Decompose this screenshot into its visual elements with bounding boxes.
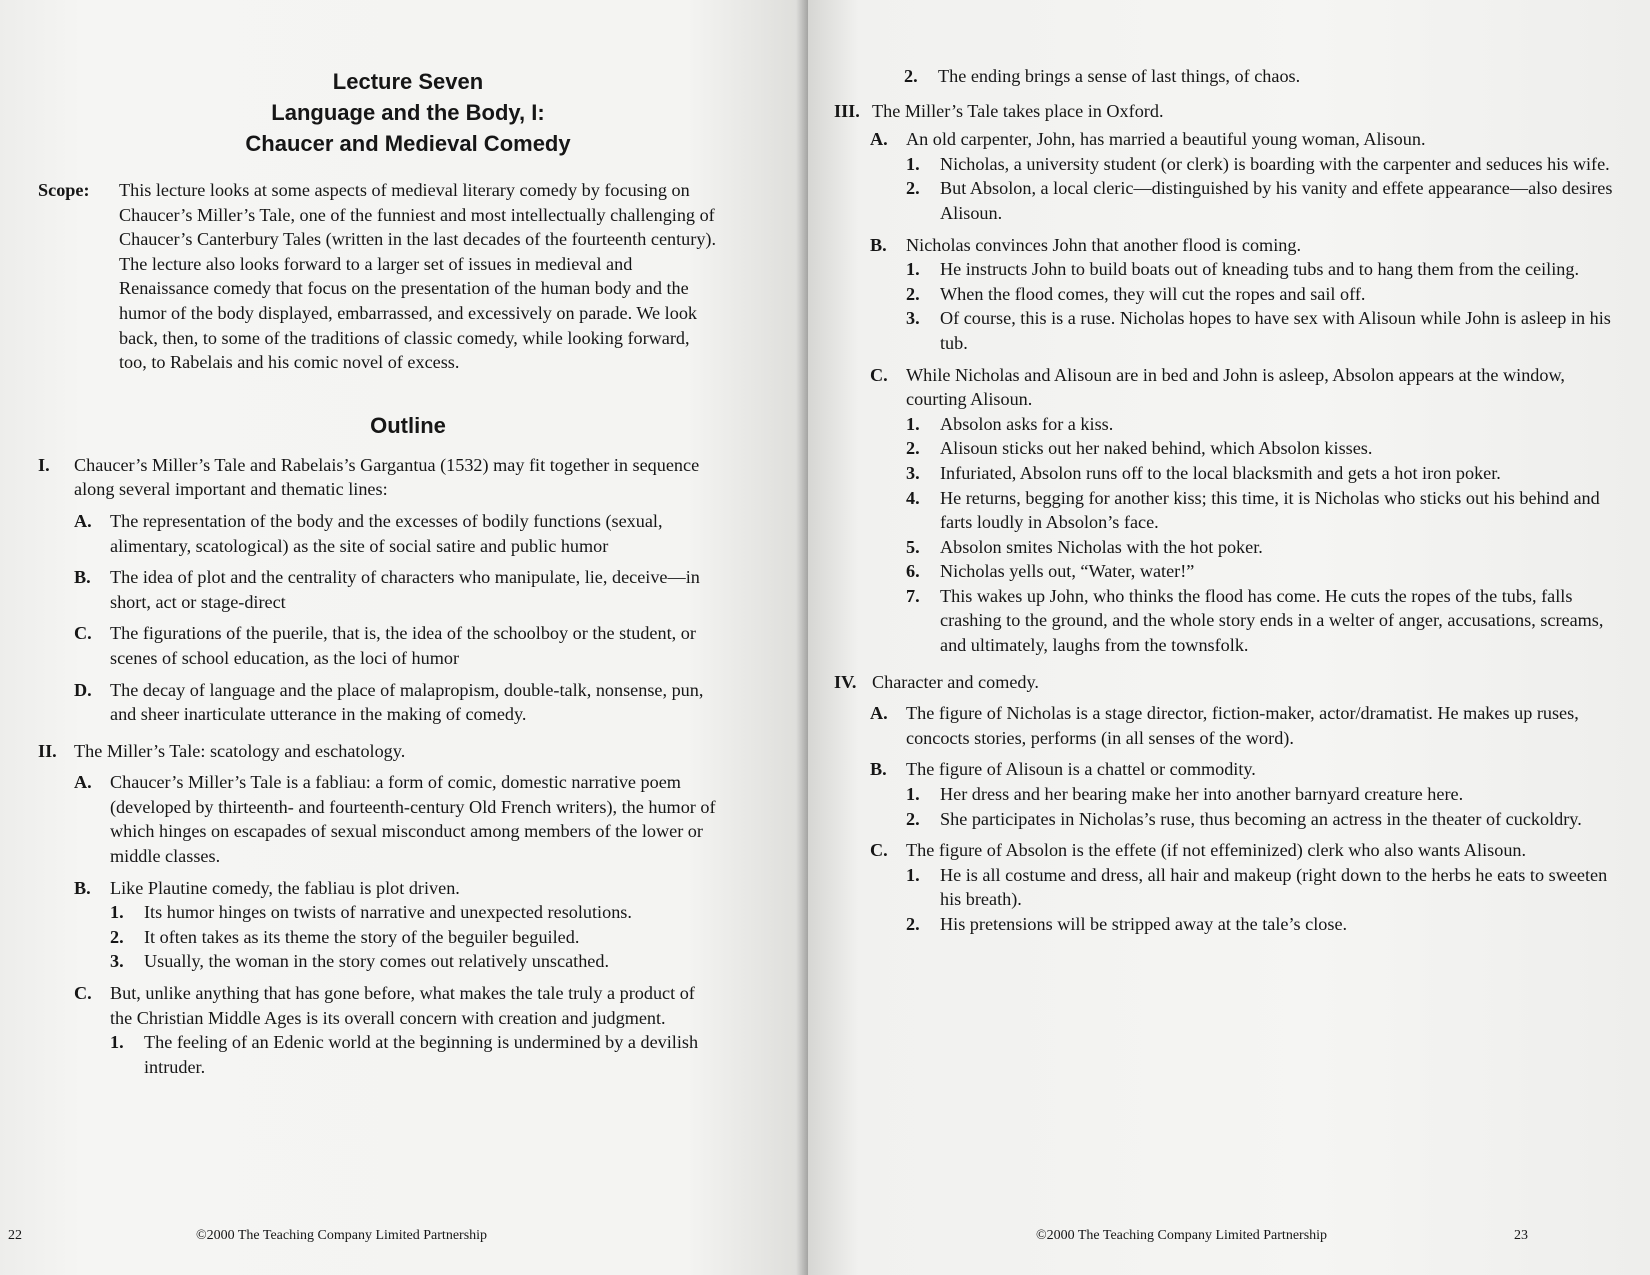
lecture-number: Lecture Seven [332, 69, 484, 94]
scope-text: This lecture looks at some aspects of medieval literary comedy by focusing on Chaucer’s Miller’s Tale, one of the funniest and most intellectually challenging of Chaucer’s Canterbury Tales (written in the last decades of the fourteenth century). The lecture also looks forward to a larger set of issues in medieval and Renaissance comedy that focus on the presentation of the human body and the humor of the body displayed, embarrassed, and excessively on parade. We look back, then, to some of the traditions of classic comedy, while looking forward, too, to Rabelais and his comic novel of excess. [119, 180, 717, 373]
outline-item-I-B: B. The idea of plot and the centrality of characters who manipulate, lie, deceive—in short, act or stage-direct [74, 567, 700, 612]
outline-item-II-B-2: 2. It often takes as its theme the story of the beguiler beguiled. [110, 926, 580, 947]
outline-item-II-C-1: 1. The feeling of an Edenic world at the beginning is undermined by a devilish intruder. [110, 1032, 699, 1077]
outline-item-I-A: A. The representation of the body and the excesses of bodily functions (sexual, alimentary, scatological) as the site of social satire and public humor [74, 510, 663, 556]
outline-item-IV-B-1: 1. Her dress and her bearing make her into another barnyard creature here. [906, 784, 1464, 805]
outline-item-III-B: B. Nicholas convinces John that another flood is coming. [870, 234, 1301, 255]
copyright-left: ©2000 The Teaching Company Limited Partnership [196, 1228, 488, 1243]
outline-title: Outline [370, 412, 446, 438]
outline-item-III-C-3: 3. Infuriated, Absolon runs off to the local blacksmith and gets a hot iron poker. [906, 462, 1501, 483]
outline-item-II: II. The Miller’s Tale: scatology and eschatology. [38, 740, 406, 761]
outline-item-III-C-7: 7. This wakes up John, who thinks the flood has come. He cuts the ropes of the tubs, falls crashing to the ground, and the whole story ends in a welter of anger, accusations, screams, and ultimately, laughs from the townsfolk. [906, 585, 1604, 656]
outline-item-IV-C: C. The figure of Absolon is the effete (if not effeminized) clerk who also wants Alisoun. [870, 840, 1527, 861]
page-number-right: 23 [1514, 1228, 1528, 1243]
outline-item-III-A-2: 2. But Absolon, a local cleric—distinguished by his vanity and effete appearance—also desires Alisoun. [906, 178, 1613, 223]
outline-item-II-C-2: 2. The ending brings a sense of last things, of chaos. [904, 66, 1301, 86]
outline-item-III-B-2: 2. When the flood comes, they will cut the ropes and sail off. [906, 283, 1366, 304]
outline-item-II-B-3: 3. Usually, the woman in the story comes out relatively unscathed. [110, 951, 610, 972]
outline-item-III: III. The Miller’s Tale takes place in Oxford. [834, 100, 1164, 121]
outline-item-I: I. Chaucer’s Miller’s Tale and Rabelais’s Gargantua (1532) may fit together in sequence along several important and thematic lines: [38, 454, 700, 500]
outline-item-IV-A: A. The figure of Nicholas is a stage director, fiction-maker, actor/dramatist. He makes up ruses, concocts stories, performs (in all senses of the word). [870, 703, 1579, 748]
page-number-left: 22 [8, 1228, 22, 1243]
lecture-title-line2: Chaucer and Medieval Comedy [245, 131, 571, 156]
right-page [808, 0, 1650, 1275]
outline-item-III-C: C. While Nicholas and Alisoun are in bed and John is asleep, Absolon appears at the window, courting Alisoun. [870, 364, 1565, 410]
copyright-right: ©2000 The Teaching Company Limited Partnership [1036, 1228, 1328, 1243]
outline-item-I-D: D. The decay of language and the place of malapropism, double-talk, nonsense, pun, and sheer inarticulate utterance in the making of comedy. [74, 679, 704, 725]
scope-label: Scope: [38, 180, 90, 200]
outline-item-III-B-1: 1. He instructs John to build boats out of kneading tubs and to hang them from the ceiling. [906, 259, 1579, 280]
left-column [38, 0, 718, 1079]
outline-item-II-B-1: 1. Its humor hinges on twists of narrative and unexpected resolutions. [110, 902, 632, 923]
outline-item-III-C-2: 2. Alisoun sticks out her naked behind, which Absolon kisses. [906, 438, 1373, 459]
left-page [0, 0, 808, 1275]
outline-item-III-C-6: 6. Nicholas yells out, “Water, water!” [906, 561, 1195, 582]
outline-item-IV-B: B. The figure of Alisoun is a chattel or commodity. [870, 759, 1256, 780]
outline-item-I-C: C. The figurations of the puerile, that is, the idea of the schoolboy or the student, or scenes of school education, as the loci of humor [74, 623, 696, 668]
outline-item-IV-B-2: 2. She participates in Nicholas’s ruse, thus becoming an actress in the theater of cuckoldry. [906, 808, 1582, 829]
outline-item-IV-C-2: 2. His pretensions will be stripped away at the tale’s close. [906, 914, 1348, 934]
lecture-title-line1: Language and the Body, I: [271, 100, 545, 125]
outline-item-II-B: B. Like Plautine comedy, the fabliau is plot driven. [74, 877, 460, 898]
outline-item-III-C-1: 1. Absolon asks for a kiss. [906, 413, 1114, 434]
lecture-heading [158, 66, 658, 159]
outline-item-III-C-4: 4. He returns, begging for another kiss; this time, it is Nicholas who sticks out his behind and farts loudly in Absolon’s face. [906, 487, 1600, 533]
outline-item-IV-C-1: 1. He is all costume and dress, all hair and makeup (right down to the herbs he eats to sweeten his breath). [906, 864, 1608, 910]
outline-item-III-A-1: 1. Nicholas, a university student (or clerk) is boarding with the carpenter and seduces his wife. [906, 153, 1610, 174]
outline-item-II-C: C. But, unlike anything that has gone before, what makes the tale truly a product of the Christian Middle Ages is its overall concern with creation and judgment. [74, 983, 695, 1028]
outline-item-III-A: A. An old carpenter, John, has married a beautiful young woman, Alisoun. [870, 129, 1426, 150]
outline-item-II-A: A. Chaucer’s Miller’s Tale is a fabliau: a form of comic, domestic narrative poem (developed by thirteenth- and fourteenth-century Old French writers), the humor of which hinges on escapades of sexual misconduct among members of the lower or middle classes. [74, 772, 716, 867]
outline-item-IV: IV. Character and comedy. [834, 671, 1039, 692]
outline-item-III-C-5: 5. Absolon smites Nicholas with the hot poker. [906, 536, 1263, 557]
right-column [834, 0, 1624, 937]
scope-paragraph [38, 178, 718, 375]
outline-item-III-B-3: 3. Of course, this is a ruse. Nicholas hopes to have sex with Alisoun while John is asleep in his tub. [906, 308, 1611, 353]
